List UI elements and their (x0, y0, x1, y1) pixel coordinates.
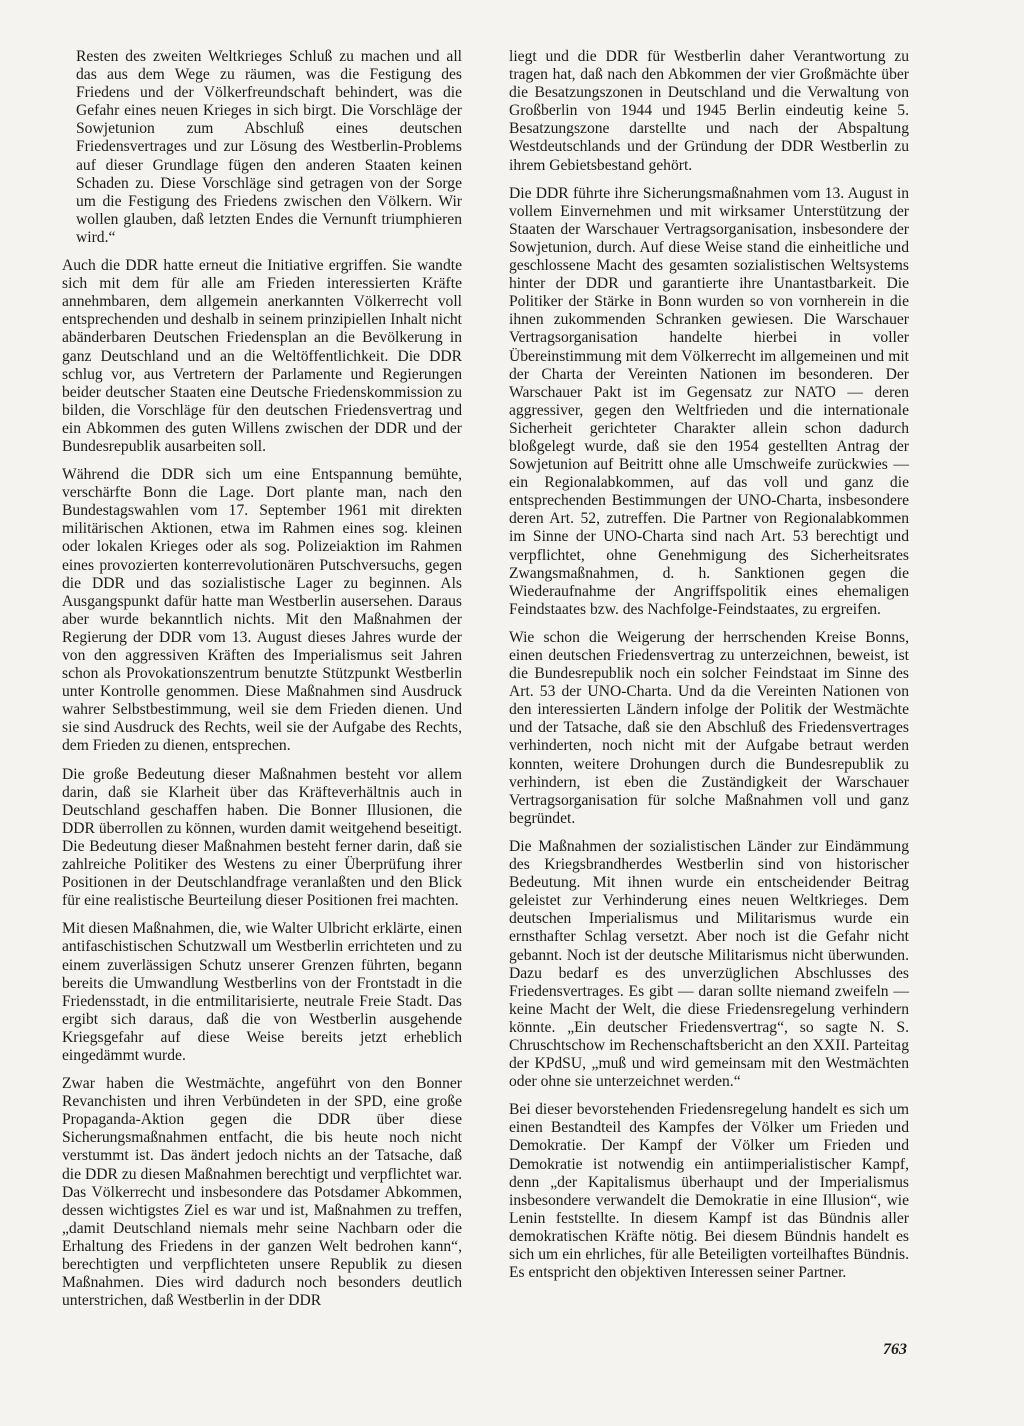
paragraph: Die große Bedeutung dieser Maßnahmen besteht vor allem darin, daß sie Klarheit über das Kräfteverhältnis auch in Deutschland geschaffen haben. Die Bonner Illusionen, die DDR überrollen zu können, wurden damit weitgehend beseitigt. Die Bedeutung dieser Maßnahmen besteht ferner darin, daß sie zahlreiche Politiker des Westens zu einer Überprüfung ihrer Positionen in der Deutschlandfrage veranlaßten und den Blick für eine realistische Beurteilung dieser Positionen frei machten. (62, 765, 462, 910)
paragraph: Auch die DDR hatte erneut die Initiative ergriffen. Sie wandte sich mit dem für alle am Frieden interessierten Kräfte annehmbaren, dem allgemein anerkannten Völkerrecht voll entsprechenden und deshalb in seinem prinzipiellen Inhalt nicht abänderbaren Deutschen Friedensplan an die Bevölkerung in ganz Deutschland und an die Weltöffentlichkeit. Die DDR schlug vor, aus Vertretern der Parlamente und Regierungen beider deutscher Staaten eine Deutsche Friedenskommission zu bilden, die Vorschläge für den deutschen Friedensvertrag und ein Abkommen des guten Willens zwischen der DDR und der Bundesrepublik ausarbeiten soll. (62, 257, 462, 455)
paragraph: Die Maßnahmen der sozialistischen Länder zur Eindämmung des Kriegsbrandherdes Westberlin sind von historischer Bedeutung. Mit ihnen wurde ein entscheidender Beitrag geleistet zur Verhinderung eines neuen Weltkrieges. Dem deutschen Imperialismus und Militarismus wurde ein ernsthafter Schlag versetzt. Aber noch ist die Gefahr nicht gebannt. Noch ist der deutsche Militarismus nicht überwunden. Dazu bedarf es des unverzüglichen Abschlusses des Friedensvertrages. Es gibt — daran sollte niemand zweifeln — keine Macht der Welt, die diese Friedensregelung verhindern könnte. „Ein deutscher Friedensvertrag“, so sagte N. S. Chruschtschow im Rechenschaftsbericht an den XXII. Parteitag der KPdSU, „muß und wird gemeinsam mit den Westmächten oder ohne sie unterzeichnet werden.“ (509, 837, 909, 1091)
paragraph: Während die DDR sich um eine Entspannung bemühte, verschärfte Bonn die Lage. Dort plante man, nach den Bundestagswahlen vom 17. September 1961 mit direkten militärischen Aktionen, etwa im Rahmen eines sog. kleinen oder lokalen Krieges oder als sog. Polizeiaktion im Rahmen eines provozierten konterrevolutionären Putschversuchs, gegen die DDR und das sozialistische Lager zu beginnen. Als Ausgangspunkt dafür hatte man Westberlin ausersehen. Daraus aber wurde bekanntlich nichts. Mit den Maßnahmen der Regierung der DDR vom 13. August dieses Jahres wurde der von den aggressiven Kräften des Imperialismus seit Jahren schon als Provokationszentrum benutzte Stützpunkt Westberlin unter Kontrolle genommen. Diese Maßnahmen sind Ausdruck wahrer Selbstbestimmung, weil sie dem Frieden dienen. Und sie sind Ausdruck des Rechts, weil sie der Aufgabe des Rechts, dem Frieden zu dienen, entsprechen. (62, 466, 462, 755)
right-text-column (509, 48, 909, 1292)
paragraph: Mit diesen Maßnahmen, die, wie Walter Ulbricht erklärte, einen antifaschistischen Schutzwall um Westberlin errichteten und zu einem zuverlässigen Schutz unserer Grenzen führten, begann bereits die Umwandlung Westberlins von der Frontstadt in die Friedensstadt, in die entmilitarisierte, neutrale Freie Stadt. Das ergibt sich daraus, daß die von Westberlin ausgehende Kriegsgefahr auf diese Weise bereits jetzt erheblich eingedämmt wurde. (62, 920, 462, 1064)
paragraph: Resten des zweiten Weltkrieges Schluß zu machen und all das aus dem Wege zu räumen, was die Festigung des Friedens und der Völkerfreundschaft behindert, was die Gefahr eines neuen Krieges in sich birgt. Die Vorschläge der Sowjetunion zum Abschluß eines deutschen Friedensvertrages und zur Lösung des Westberlin-Problems auf dieser Grundlage fügen den anderen Staaten keinen Schaden zu. Diese Vorschläge sind getragen von der Sorge um die Festigung des Friedens zwischen den Völkern. Wir wollen glauben, daß letzten Endes die Vernunft triumphieren wird.“ (76, 48, 462, 246)
paragraph: Bei dieser bevorstehenden Friedensregelung handelt es sich um einen Bestandteil des Kampfes der Völker um Frieden und Demokratie. Der Kampf der Völker um Frieden und Demokratie ist notwendig ein antiimperialistischer Kampf, denn „der Kapitalismus überhaupt und der Imperialismus insbesondere verwandelt die Demokratie in eine Illusion“, wie Lenin feststellte. In diesem Kampf ist das Bündnis aller demokratischen Kräfte nötig. Bei diesem Bündnis handelt es sich um ein ehrliches, für alle Beteiligten vorteilhaftes Bündnis. Es entspricht den objektiven Interessen seiner Partner. (509, 1101, 909, 1282)
paragraph: Die DDR führte ihre Sicherungsmaßnahmen vom 13. August in vollem Einvernehmen und mit wirksamer Unterstützung der Staaten der Warschauer Vertragsorganisation, insbesondere der Sowjetunion, durch. Auf diese Weise stand die einheitliche und geschlossene Macht des gesamten sozialistischen Weltsystems hinter der DDR und garantierte ihre Unantastbarkeit. Die Politiker der Stärke in Bonn wurden so von vornherein in die ihnen zukommenden Schranken gewiesen. Die Warschauer Vertragsorganisation handelte hierbei in voller Übereinstimmung mit dem Völkerrecht im allgemeinen und mit der Charta der Vereinten Nationen im besonderen. Der Warschauer Pakt ist im Gegensatz zur NATO — deren aggressiver, gegen den Weltfrieden und die internationale Sicherheit gerichteter Charakter allein schon dadurch bloßgelegt wurde, daß sie den 1954 gestellten Antrag der Sowjetunion auf Beitritt ohne alle Umschweife zurückwies — ein Regionalabkommen, auf das voll und ganz die entsprechenden Bestimmungen der UNO-Charta, insbesondere deren Art. 52, zutreffen. Die Partner von Regionalabkommen im Sinne der UNO-Charta sind nach Art. 53 berechtigt und verpflichtet, ohne Genehmigung des Sicherheitsrates Zwangsmaßnahmen, d. h. Sanktionen gegen die Wiederaufnahme der Angriffspolitik eines ehemaligen Feindstaates bzw. des Nachfolge-Feindstaates, zu ergreifen. (509, 184, 909, 618)
left-text-column (62, 48, 462, 1320)
paragraph: liegt und die DDR für Westberlin daher Verantwortung zu tragen hat, daß nach den Abkommen der vier Großmächte über die Besatzungszonen in Deutschland und die Verwaltung von Großberlin von 1944 und 1945 Berlin eindeutig keine 5. Besatzungszone darstellte und nach der Abspaltung Westdeutschlands und der Gründung der DDR Westberlin zu ihrem Gebietsbestand gehört. (509, 48, 909, 174)
paragraph: Zwar haben die Westmächte, angeführt von den Bonner Revanchisten und ihren Verbündeten in der SPD, eine große Propaganda-Aktion gegen die DDR über diese Sicherungsmaßnahmen entfacht, die bis heute noch nicht verstummt ist. Das ändert jedoch nichts an der Tatsache, daß die DDR zu diesen Maßnahmen berechtigt und verpflichtet war. Das Völkerrecht und insbesondere das Potsdamer Abkommen, dessen wichtigstes Ziel es war und ist, Maßnahmen zu treffen, „damit Deutschland niemals mehr seine Nachbarn oder die Erhaltung des Friedens in der ganzen Welt bedrohen kann“, berechtigten und verpflichteten unsere Republik zu diesen Maßnahmen. Dies wird dadurch noch besonders deutlich unterstrichen, daß Westberlin in der DDR (62, 1075, 462, 1310)
paragraph: Wie schon die Weigerung der herrschenden Kreise Bonns, einen deutschen Friedensvertrag zu unterzeichnen, beweist, ist die Bundesrepublik noch ein solcher Feindstaat im Sinne des Art. 53 der UNO-Charta. Und da die Vereinten Nationen von den interessierten Ländern infolge der Politik der Westmächte und der Tatsache, daß sie den Abschluß des Friedensvertrages verhinderten, noch nicht mit der Aufgabe betraut werden konnten, weitere Drohungen durch die Bundesrepublik zu verhindern, ist eben die Zuständigkeit der Warschauer Vertragsorganisation für solche Maßnahmen voll und ganz begründet. (509, 628, 909, 827)
page-number: 763 (883, 1341, 907, 1358)
